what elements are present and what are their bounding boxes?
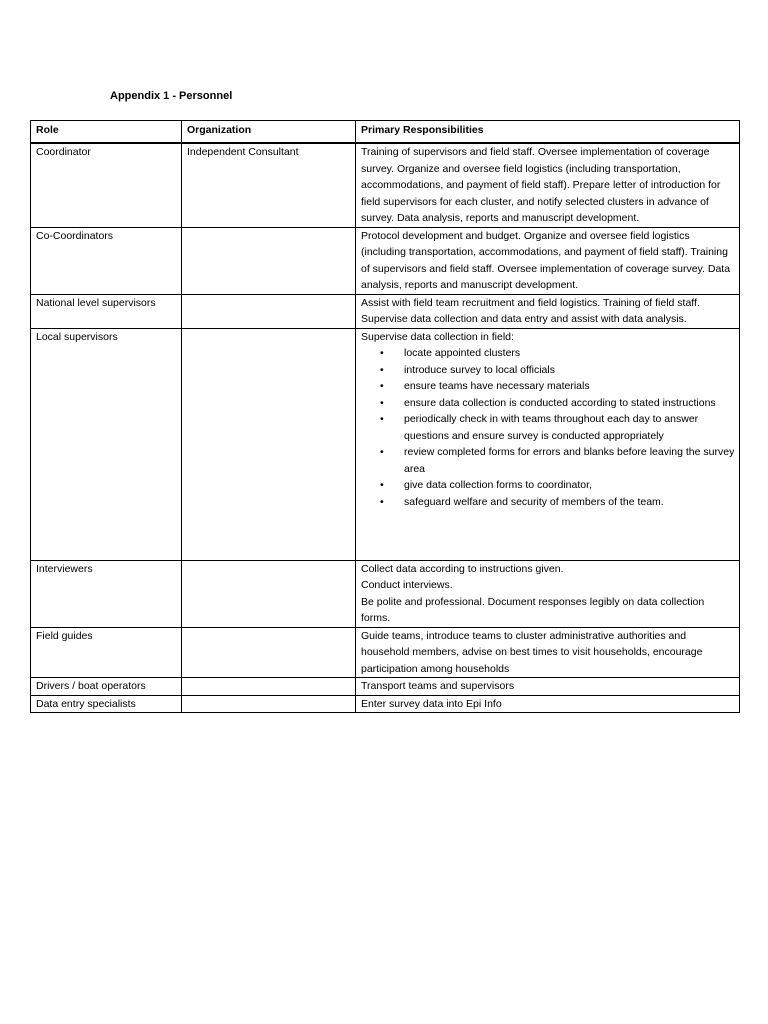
table-row: [31, 695, 740, 713]
bullet-icon: •: [380, 347, 384, 359]
responsibility-line: Conduct interviews.: [361, 579, 453, 591]
bullet-icon: •: [380, 446, 384, 458]
table-row: [31, 328, 740, 560]
responsibilities-cell: [356, 560, 740, 627]
bullet-item: [361, 345, 736, 362]
bullet-item: [361, 477, 736, 494]
responsibilities-cell: Transport teams and supervisors: [356, 678, 740, 696]
bullet-text: introduce survey to local officials: [404, 363, 555, 376]
bullet-icon: •: [380, 413, 384, 425]
role-cell: Co-Coordinators: [31, 227, 182, 294]
organization-cell: [182, 695, 356, 713]
responsibilities-intro: Supervise data collection in field:: [361, 330, 514, 343]
responsibilities-cell: Protocol development and budget. Organize and oversee field logistics (including transportation, accommodations, and payment of field staff). Training of supervisors and field staff. Oversee implementation of coverage survey. Data analysis, reports and manuscript development.: [356, 227, 740, 294]
role-cell: Local supervisors: [31, 328, 182, 560]
organization-cell: [182, 227, 356, 294]
table-row: [31, 143, 740, 227]
bullet-text: ensure data collection is conducted according to stated instructions: [404, 396, 716, 409]
bullet-icon: •: [380, 380, 384, 392]
bullet-text: ensure teams have necessary materials: [404, 380, 590, 392]
organization-cell: Independent Consultant: [182, 143, 356, 227]
bullet-text: review completed forms for errors and blanks before leaving the survey area: [404, 446, 735, 475]
header-organization: Organization: [182, 121, 356, 144]
table-row: [31, 560, 740, 627]
responsibility-line: Be polite and professional. Document responses legibly on data collection forms.: [361, 595, 705, 624]
bullet-item: [361, 494, 736, 511]
organization-cell: [182, 328, 356, 560]
bullet-text: give data collection forms to coordinator,: [404, 479, 592, 491]
role-cell: Interviewers: [31, 560, 182, 627]
header-role: Role: [31, 121, 182, 144]
organization-cell: [182, 560, 356, 627]
responsibilities-bullet-list: [361, 345, 736, 510]
table-row: [31, 678, 740, 696]
page-title: Appendix 1 - Personnel: [110, 90, 233, 102]
bullet-icon: •: [380, 396, 384, 409]
responsibility-line: Collect data according to instructions given.: [361, 562, 564, 575]
table-row: [31, 627, 740, 678]
bullet-text: safeguard welfare and security of members of the team.: [404, 495, 664, 508]
responsibilities-cell: Training of supervisors and field staff. Oversee implementation of coverage survey. Organize and oversee field logistics (including transportation, accommodations, and payment of field staff). Prepare letter of introduction for field supervisors for each cluster, and notify selected clusters in advance of survey. Data analysis, reports and manuscript development.: [356, 143, 740, 227]
organization-cell: [182, 294, 356, 328]
bullet-item: [361, 411, 736, 444]
responsibilities-cell: Guide teams, introduce teams to cluster administrative authorities and household members, advise on best times to visit households, encourage participation among households: [356, 627, 740, 678]
bullet-icon: •: [380, 495, 384, 508]
bullet-item: [361, 444, 736, 477]
role-cell: Field guides: [31, 627, 182, 678]
table-row: [31, 294, 740, 328]
bullet-icon: •: [380, 479, 384, 491]
organization-cell: [182, 678, 356, 696]
bullet-icon: •: [380, 363, 384, 376]
responsibilities-cell: Enter survey data into Epi Info: [356, 695, 740, 713]
bullet-text: locate appointed clusters: [404, 347, 521, 359]
role-cell: Drivers / boat operators: [31, 678, 182, 696]
header-responsibilities: Primary Responsibilities: [356, 121, 740, 144]
personnel-table: [30, 120, 740, 713]
bullet-item: [361, 395, 736, 412]
responsibilities-cell: Assist with field team recruitment and field logistics. Training of field staff. Supervise data collection and data entry and assist with data analysis.: [356, 294, 740, 328]
responsibilities-cell: [356, 328, 740, 560]
bullet-item: [361, 378, 736, 395]
table-header-row: [31, 121, 740, 144]
role-cell: Data entry specialists: [31, 695, 182, 713]
role-cell: Coordinator: [31, 143, 182, 227]
bullet-text: periodically check in with teams throughout each day to answer questions and ensure survey is conducted appropriately: [404, 413, 699, 442]
role-cell: National level supervisors: [31, 294, 182, 328]
organization-cell: [182, 627, 356, 678]
bullet-item: [361, 362, 736, 379]
table-row: [31, 227, 740, 294]
